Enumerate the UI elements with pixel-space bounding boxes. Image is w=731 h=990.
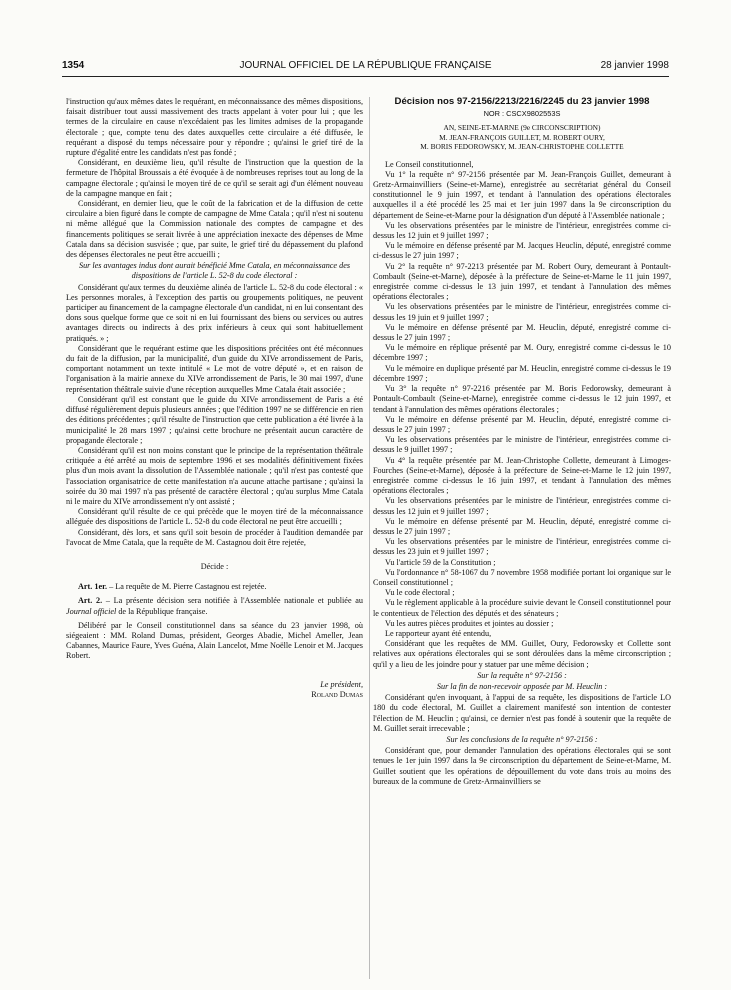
visa-paragraph: Vu 2° la requête n° 97-2213 présentée par M. Robert Oury, demeurant à Pontault-Combault (Seine-et-Marne), déposée à la préfecture de Seine-et-Marne le 11 juin 1997, enregistrée comme ci-dessus le 13 juin 1997, et tendant à l'annulation des mêmes opérations électorales ;	[373, 261, 671, 302]
visa-paragraph: Vu le règlement applicable à la procédure suivie devant le Conseil constitutionnel pour le contentieux de l'élection des députés et des sénateurs ;	[373, 598, 671, 618]
visa-paragraph: Vu les observations présentées par le ministre de l'intérieur, enregistrées comme ci-dessus les 23 juin et 9 juillet 1997 ;	[373, 537, 671, 557]
parties-line: AN, SEINE-ET-MARNE (9e CIRCONSCRIPTION)	[443, 123, 601, 133]
column-divider	[369, 97, 370, 979]
paragraph: Considérant qu'aux termes du deuxième alinéa de l'article L. 52-8 du code électoral : « Les personnes morales, à l'exception des partis ou groupements politiques, ne peuvent participer au financement de la campagne électorale d'un candidat, ni en lui consentant des dons sous quelque forme que ce soit ni en lui fournissant des biens ou services ou autres avantages directs ou indirects à des prix inférieurs à ceux qui sont habituellement pratiqués. » ;	[66, 282, 364, 343]
parties-block	[373, 123, 671, 151]
visa-paragraph: Vu 3° la requête n° 97-2216 présentée par M. Boris Fedorowsky, demeurant à Pontault-Combault (Seine-et-Marne), enregistrée comme ci-dessus le 12 juin 1997, et tendant à l'annulation des mêmes opérations électorales ;	[373, 384, 671, 414]
parties-line: M. BORIS FEDOROWSKY, M. JEAN-CHRISTOPHE COLLETTE	[420, 142, 624, 152]
right-column	[373, 97, 671, 787]
visa-paragraph: Vu le mémoire en défense présenté par M. Jacques Heuclin, député, enregistré comme ci-dessus le 27 juin 1997 ;	[373, 241, 671, 261]
section-heading: Sur les avantages indus dont aurait bénéficié Mme Catala, en méconnaissance des dispositions de l'article L. 52-8 du code électoral :	[78, 261, 351, 281]
paragraph: Considérant qu'il est non moins constant que le principe de la représentation théâtrale critiquée a été arrêté au mois de septembre 1996 et ses modalités définitivement fixées plus d'un mois avant la dissolution de l'Assemblée nationale ; qu'il n'est pas contesté que l'association organisatrice de cette manifestation n'a aucune attache partisane ; qu'ainsi la soirée du 30 mai 1997 n'a pas présenté de caractère électoral ; qu'au surplus Mme Catala ni le maire du XIVe arrondissement n'y ont assisté ;	[66, 445, 363, 506]
paragraph: l'instruction qu'aux mêmes dates le requérant, en méconnaissance des mêmes dispositions, faisait distribuer tout aussi massivement des tracts appelant à voter pour lui ; que les termes de la circulaire en cause n'excédaient pas les limites admises de la propagande électorale ; que, compte tenu des dates auxquelles cette circulaire a été diffusée, le requérant a disposé du temps nécessaire pour y répondre ; qu'ainsi le grief tiré de la rupture d'égalité entre les candidats n'est pas fondé ;	[66, 97, 363, 158]
visa-paragraph: Vu le mémoire en réplique présenté par M. Oury, enregistré comme ci-dessus le 10 décembre 1997 ;	[373, 343, 671, 363]
visa-paragraph: Vu les observations présentées par le ministre de l'intérieur, enregistrées comme ci-dessus les 12 juin et 9 juillet 1997 ;	[373, 496, 671, 516]
section-heading: Sur les conclusions de la requête n° 97-2156 :	[446, 735, 598, 744]
article-1-label: Art. 1er.	[78, 582, 108, 592]
deliberation-paragraph: Délibéré par le Conseil constitutionnel dans sa séance du 23 janvier 1998, où siégeaient : MM. Roland Dumas, président, Georges Abadie, Michel Ameller, Jean Cabannes, Maurice Faure, Yves Guéna, Alain Lancelot, Mme Noëlle Lenoir et M. Jacques Robert.	[66, 620, 363, 661]
article-2-label: Art. 2.	[78, 596, 103, 606]
decision-title: Décision nos 97-2156/2213/2216/2245 du 23 janvier 1998	[394, 96, 650, 107]
page-header	[62, 60, 669, 77]
visa-paragraph: Vu le mémoire en défense présenté par M. Heuclin, député, enregistré comme ci-dessus le 27 juin 1997 ;	[373, 516, 671, 536]
visa-paragraph: Vu les observations présentées par le ministre de l'intérieur, enregistrées comme ci-dessus les 19 juin et 9 juillet 1997 ;	[373, 302, 671, 322]
paragraph: Considérant, en dernier lieu, que le coût de la fabrication et de la diffusion de cette circulaire a bien figuré dans le compte de campagne de Mme Catala ; qu'il n'est ni soutenu ni même allégué que la Commission nationale des comptes de campagne et des financements politiques se serait livrée à une appréciation inexacte des dépenses de Mme Catala dans sa décision susvisée ; que, par suite, le grief tiré du dépassement du plafond des dépenses électorales ne peut être accueilli ;	[66, 199, 363, 260]
article-2	[66, 596, 363, 616]
article-1	[66, 582, 363, 592]
paragraph: Considérant, dès lors, et sans qu'il soit besoin de procéder à l'audition demandée par l'avocat de Mme Catala, que la requête de M. Castagnou doit être rejetée,	[66, 527, 363, 547]
paragraph: Considérant que le requérant estime que les dispositions précitées ont été méconnues du fait de la diffusion, par la municipalité, d'un guide du XIVe arrondissement de Paris, comportant notamment un texte intitulé « Le mot de votre député », et en raison de l'organisation à la mairie annexe du XIVe arrondissement de Paris, le 30 mai 1997, d'une représentation théâtrale suivie d'une réception auxquelles Mme Catala était associée ;	[66, 343, 363, 394]
visa-paragraph: Vu les observations présentées par le ministre de l'intérieur, enregistrées comme ci-dessus les 12 juin et 9 juillet 1997 ;	[373, 220, 671, 241]
paragraph: Considérant qu'en invoquant, à l'appui de sa requête, les dispositions de l'article LO 180 du code électoral, M. Guillet a clairement manifesté son intention de contester l'élection de M. Heuclin ; qu'ainsi, ce dernier n'est pas fondé à soutenir que la requête de M. Guillet serait irrecevable ;	[373, 693, 671, 733]
paragraph: Considérant qu'il est constant que le guide du XIVe arrondissement de Paris a été diffusé régulièrement depuis plusieurs années ; que l'édition 1997 ne se différencie en rien des éditions précédentes ; qu'il résulte de l'instruction que cette publication a été livrée à la municipalité le 28 mars 1997 ; qu'ainsi cette brochure ne présentait aucun caractère de propagande électorale ;	[66, 394, 363, 445]
visa-paragraph: Vu le mémoire en duplique présenté par M. Heuclin, enregistré comme ci-dessus le 19 décembre 1997 ;	[373, 363, 671, 383]
left-column	[66, 97, 363, 700]
parties-line: M. JEAN-FRANÇOIS GUILLET, M. ROBERT OURY,	[439, 132, 605, 142]
nor-reference: NOR : CSCX9802553S	[483, 109, 561, 119]
visa-paragraph: Vu le mémoire en défense présenté par M. Heuclin, député, enregistré comme ci-dessus le 27 juin 1997 ;	[373, 322, 671, 343]
visa-paragraph: Vu le mémoire en défense présenté par M. Heuclin, député, enregistré comme ci-dessus le 27 juin 1997 ;	[373, 414, 671, 434]
visa-paragraph: Vu 4° la requête présentée par M. Jean-Christophe Collette, demeurant à Limoges-Fourches (Seine-et-Marne), déposée à la préfecture de Seine-et-Marne le 12 juin 1997, enregistrée comme ci-dessus le 16 juin 1997, et tendant à l'annulation des mêmes opérations électorales ;	[373, 455, 671, 496]
visa-paragraph: Vu le code électoral ;	[385, 588, 455, 598]
intro-line: Le Conseil constitutionnel,	[385, 159, 474, 169]
section-heading: Sur la fin de non-recevoir opposée par M. Heuclin :	[436, 681, 608, 691]
visa-paragraph: Le rapporteur ayant été entendu,	[385, 628, 492, 638]
decide-heading: Décide :	[200, 561, 229, 571]
paragraph: Considérant que les requêtes de MM. Guillet, Oury, Fedorowsky et Collette sont relatives aux opérations électorales qui se sont déroulées dans la même circonscription ; qu'il y a lieu de les joindre pour y statuer par une même décision ;	[373, 639, 671, 669]
paragraph: Considérant qu'il résulte de ce qui précède que le moyen tiré de la méconnaissance alléguée des dispositions de l'article L. 52-8 du code électoral ne peut être accueilli ;	[66, 507, 363, 527]
signature-name: Roland Dumas	[311, 689, 363, 699]
issue-date: 28 janvier 1998	[600, 60, 669, 71]
article-1-text: – La requête de M. Pierre Castagnou est rejetée.	[107, 582, 267, 592]
paragraph: Considérant que, pour demander l'annulation des opérations électorales qui se sont tenues le 1er juin 1997 dans la 9e circonscription du département de Seine-et-Marne, M. Guillet soutient que les opérations de dépouillement du vote dans trois au moins des bureaux de la commune de Gretz-Armainvilliers se	[373, 746, 671, 786]
signature-title: Le président,	[320, 679, 363, 689]
visa-paragraph: Vu 1° la requête n° 97-2156 présentée par M. Jean-François Guillet, demeurant à Gretz-Armainvilliers (Seine-et-Marne), enregistrée au secrétariat général du Conseil constitutionnel le 9 juin 1997, et tendant à l'annulation des opérations électorales auxquelles il a été procédé les 25 mai et 1er juin 1997 dans la 9e circonscription du département de Seine-et-Marne pour la désignation d'un député à l'Assemblée nationale ;	[373, 169, 671, 220]
journal-officiel-ref: Journal officiel	[66, 606, 117, 616]
section-heading: Sur la requête n° 97-2156 :	[477, 670, 567, 680]
visa-paragraph: Vu les observations présentées par le ministre de l'intérieur, enregistrées comme ci-dessus le 9 juillet 1997 ;	[373, 435, 671, 455]
journal-title: JOURNAL OFFICIEL DE LA RÉPUBLIQUE FRANÇAISE	[239, 60, 492, 71]
article-2-text-a: – La présente décision sera notifiée à l'Assemblée nationale et publiée au	[102, 596, 363, 606]
page-number: 1354	[62, 60, 85, 71]
visa-paragraph: Vu l'article 59 de la Constitution ;	[385, 557, 496, 567]
visa-paragraph: Vu les autres pièces produites et jointes au dossier ;	[385, 618, 554, 628]
article-2-text-b: de la République française.	[116, 606, 208, 616]
visa-paragraph: Vu l'ordonnance n° 58-1067 du 7 novembre 1958 modifiée portant loi organique sur le Conseil constitutionnel ;	[373, 567, 671, 587]
paragraph: Considérant, en deuxième lieu, qu'il résulte de l'instruction que la question de la fermeture de l'hôpital Broussais a été évoquée à de nombreuses reprises tout au long de la campagne électorale ; qu'ainsi le moyen tiré de ce qu'il se serait agi d'un élément nouveau de la campagne manque en fait ;	[66, 158, 363, 198]
